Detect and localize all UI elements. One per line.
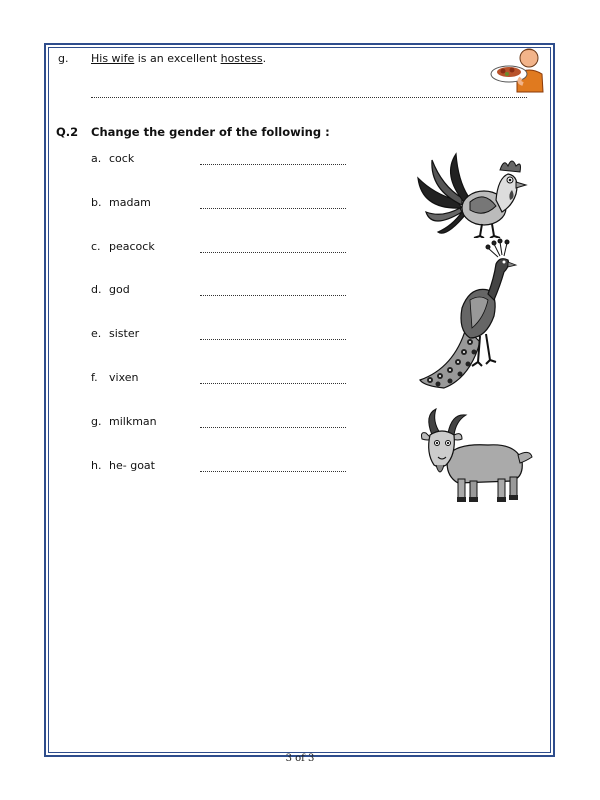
item-word: sister bbox=[109, 327, 140, 340]
item-word: peacock bbox=[109, 240, 155, 253]
item-letter: f. bbox=[91, 371, 98, 384]
item-letter: c. bbox=[91, 240, 101, 253]
item-word: madam bbox=[109, 196, 151, 209]
question-number: Q.2 bbox=[56, 125, 79, 139]
section-g-sentence bbox=[91, 52, 266, 65]
answer-line bbox=[200, 252, 346, 253]
item-letter: a. bbox=[91, 152, 102, 165]
sentence-underlined-hostess: hostess bbox=[220, 52, 263, 65]
item-word: god bbox=[109, 283, 130, 296]
item-letter: h. bbox=[91, 459, 102, 472]
answer-line bbox=[200, 208, 346, 209]
sentence-middle: is an excellent bbox=[134, 52, 221, 65]
answer-line bbox=[200, 295, 346, 296]
peacock-icon bbox=[414, 238, 524, 390]
sentence-end: . bbox=[262, 52, 267, 65]
item-letter: d. bbox=[91, 283, 102, 296]
answer-line bbox=[200, 471, 346, 472]
item-letter: e. bbox=[91, 327, 102, 340]
item-word: cock bbox=[109, 152, 135, 165]
item-word: milkman bbox=[109, 415, 157, 428]
item-word: he- goat bbox=[109, 459, 155, 472]
rooster-icon bbox=[412, 150, 536, 238]
goat-icon bbox=[418, 405, 536, 505]
item-word: vixen bbox=[109, 371, 139, 384]
page-number: 3 of 3 bbox=[285, 753, 315, 764]
item-letter: b. bbox=[91, 196, 102, 209]
answer-line bbox=[200, 427, 346, 428]
answer-line bbox=[200, 339, 346, 340]
question-instruction: Change the gender of the following : bbox=[91, 125, 330, 139]
item-letter: g. bbox=[91, 415, 102, 428]
sentence-underlined-his-wife: His wife bbox=[91, 52, 135, 65]
section-g-marker: g. bbox=[58, 52, 69, 65]
answer-line bbox=[200, 383, 346, 384]
answer-line bbox=[200, 164, 346, 165]
hostess-icon bbox=[487, 44, 547, 94]
answer-line-g bbox=[91, 97, 527, 98]
